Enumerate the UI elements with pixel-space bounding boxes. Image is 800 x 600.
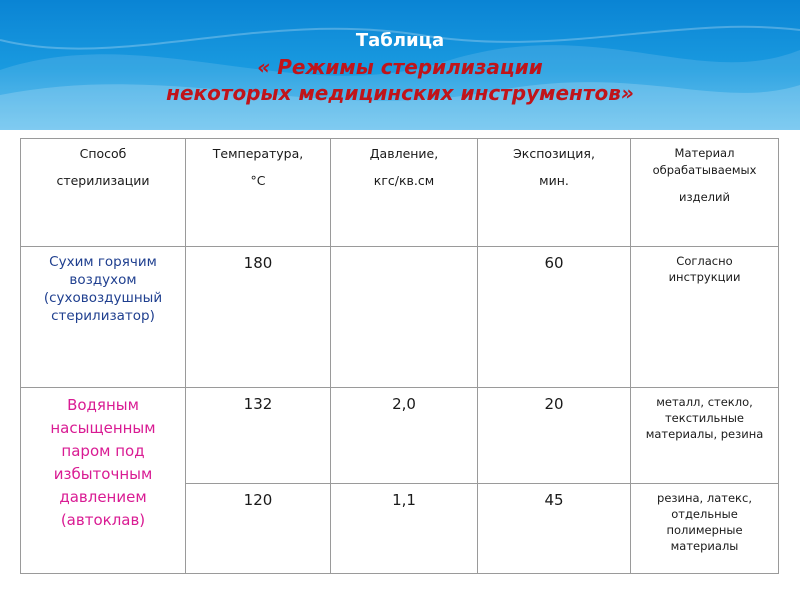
header-material: Материал обрабатываемых изделий xyxy=(631,139,779,247)
table-row xyxy=(21,247,779,388)
material-cell: металл, стекло, текстильные материалы, резина xyxy=(631,388,779,484)
sterilization-table xyxy=(20,138,779,574)
title-line-1: Таблица xyxy=(355,30,445,51)
pressure-cell: 2,0 xyxy=(331,388,478,484)
title-line-2: « Режимы стерилизации xyxy=(257,55,543,79)
pressure-cell: 1,1 xyxy=(331,484,478,574)
header-temperature: Температура, °C xyxy=(186,139,331,247)
header-method: Способ стерилизации xyxy=(21,139,186,247)
exposure-cell: 60 xyxy=(478,247,631,388)
title-banner xyxy=(0,0,800,130)
material-cell: Согласно инструкции xyxy=(631,247,779,388)
table-row xyxy=(21,388,779,484)
exposure-cell: 20 xyxy=(478,388,631,484)
title-line-3: некоторых медицинских инструментов» xyxy=(166,81,634,105)
pressure-cell xyxy=(331,247,478,388)
material-cell: резина, латекс, отдельные полимерные материалы xyxy=(631,484,779,574)
temperature-cell: 132 xyxy=(186,388,331,484)
temperature-cell: 120 xyxy=(186,484,331,574)
temperature-cell: 180 xyxy=(186,247,331,388)
header-exposure: Экспозиция, мин. xyxy=(478,139,631,247)
table-header-row xyxy=(21,139,779,247)
header-pressure: Давление, кгс/кв.см xyxy=(331,139,478,247)
method-dry-heat: Сухим горячим воздухом (суховоздушный стерилизатор) xyxy=(21,247,186,388)
method-autoclave: Водяным насыщенным паром под избыточным давлением (автоклав) xyxy=(21,388,186,574)
slide-title xyxy=(0,28,800,106)
exposure-cell: 45 xyxy=(478,484,631,574)
